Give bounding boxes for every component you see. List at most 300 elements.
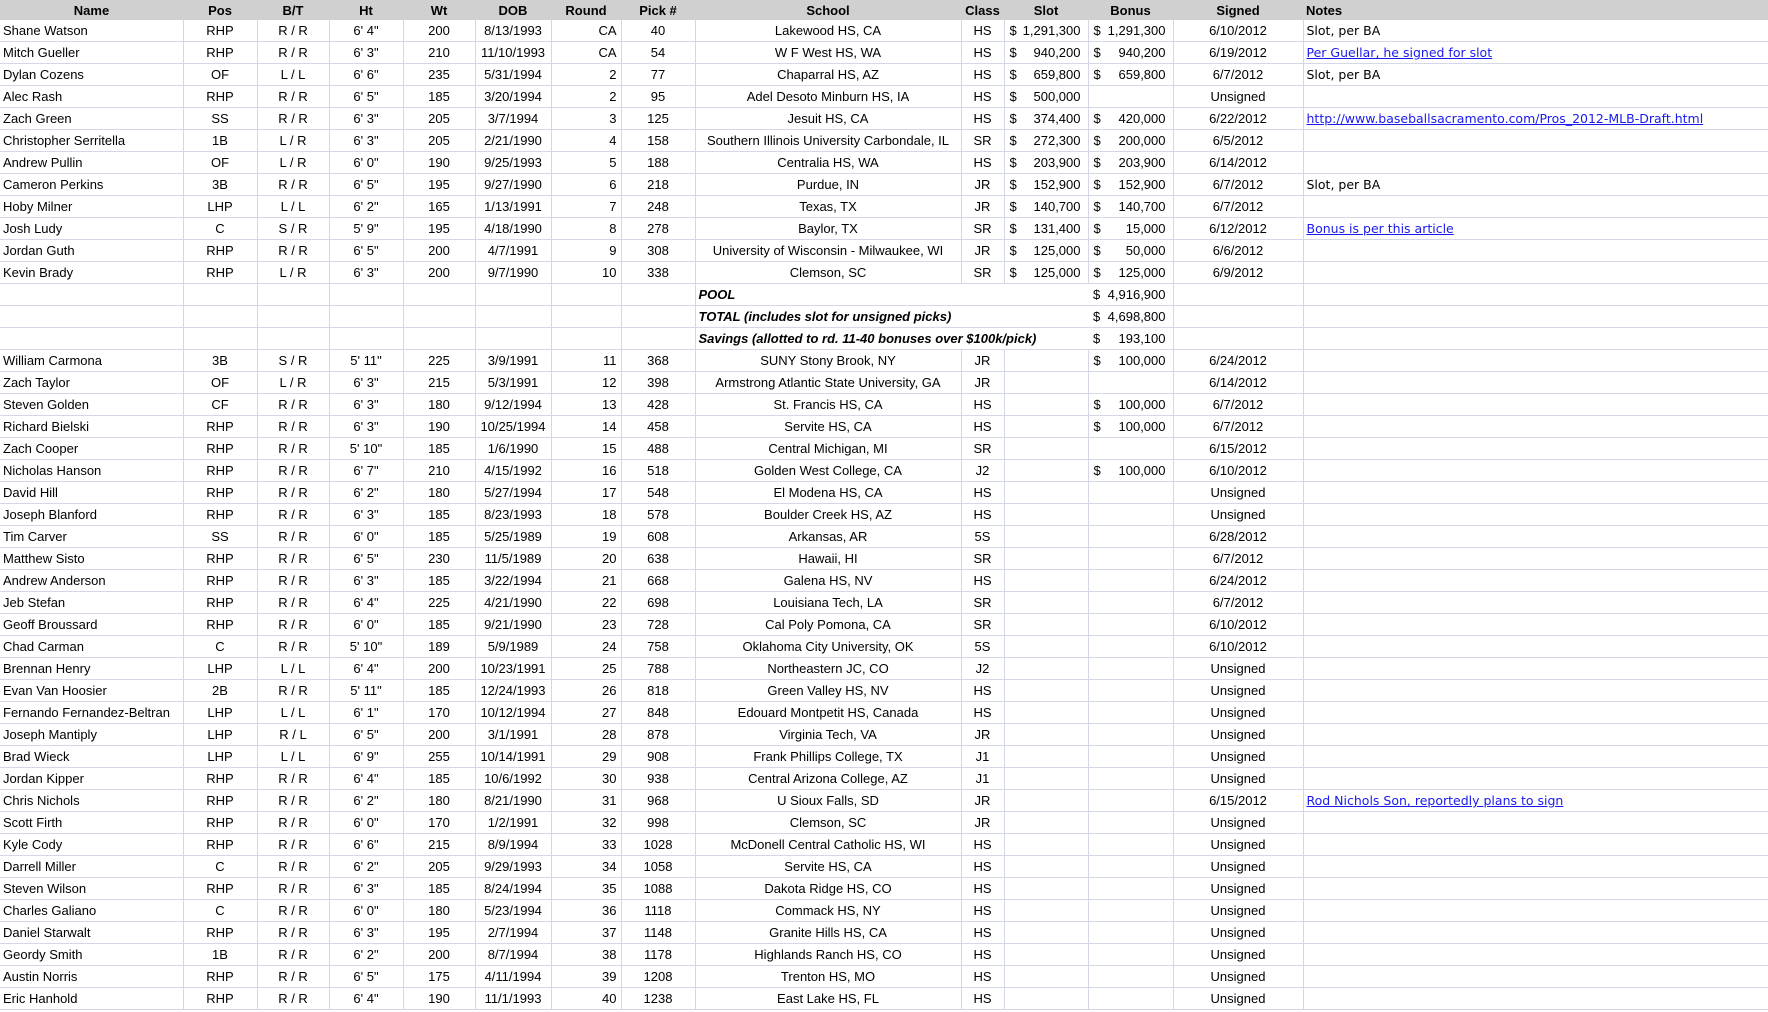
cell-bt[interactable]: R / R (257, 108, 329, 130)
cell-wt[interactable]: 230 (403, 548, 475, 570)
cell-round[interactable]: 30 (551, 768, 621, 790)
cell-name[interactable]: William Carmona (0, 350, 183, 372)
cell-bonus[interactable] (1088, 988, 1173, 1010)
cell-bonus[interactable] (1088, 790, 1173, 812)
cell-slot[interactable] (1004, 614, 1088, 636)
cell-ht[interactable]: 6' 0" (329, 614, 403, 636)
cell-bonus[interactable] (1088, 262, 1173, 284)
cell-signed[interactable]: 6/7/2012 (1173, 548, 1303, 570)
cell-bonus[interactable] (1088, 680, 1173, 702)
cell-pick[interactable]: 1028 (621, 834, 695, 856)
cell-wt[interactable]: 190 (403, 152, 475, 174)
cell-slot[interactable] (1004, 262, 1088, 284)
cell-school[interactable]: Dakota Ridge HS, CO (695, 878, 961, 900)
cell-name[interactable]: Hoby Milner (0, 196, 183, 218)
cell-bonus[interactable] (1088, 504, 1173, 526)
cell-dob[interactable]: 8/21/1990 (475, 790, 551, 812)
cell-pos[interactable]: 3B (183, 174, 257, 196)
cell-pos[interactable]: CF (183, 394, 257, 416)
cell-dob[interactable]: 5/31/1994 (475, 64, 551, 86)
cell-school[interactable]: Galena HS, NV (695, 570, 961, 592)
cell-slot[interactable] (1004, 636, 1088, 658)
cell-class[interactable]: SR (961, 218, 1004, 240)
cell-notes[interactable] (1303, 614, 1768, 636)
cell-class[interactable]: JR (961, 350, 1004, 372)
cell-name[interactable]: Jeb Stefan (0, 592, 183, 614)
cell-ht[interactable]: 6' 0" (329, 900, 403, 922)
cell-bonus[interactable] (1088, 856, 1173, 878)
cell-bt[interactable]: R / R (257, 460, 329, 482)
cell-bonus[interactable] (1088, 350, 1173, 372)
cell-class[interactable]: HS (961, 482, 1004, 504)
cell-notes[interactable] (1303, 42, 1768, 64)
cell-school[interactable]: Hawaii, HI (695, 548, 961, 570)
cell-bonus[interactable] (1088, 768, 1173, 790)
cell-notes[interactable] (1303, 504, 1768, 526)
cell-school[interactable]: Jesuit HS, CA (695, 108, 961, 130)
cell-signed[interactable]: Unsigned (1173, 812, 1303, 834)
cell-bt[interactable]: R / R (257, 856, 329, 878)
cell-ht[interactable]: 6' 0" (329, 152, 403, 174)
cell-ht[interactable]: 6' 3" (329, 42, 403, 64)
cell-class[interactable]: JR (961, 196, 1004, 218)
cell-round[interactable]: 22 (551, 592, 621, 614)
cell-pos[interactable]: LHP (183, 746, 257, 768)
empty-cell[interactable] (475, 306, 551, 328)
cell-bonus[interactable] (1088, 724, 1173, 746)
cell-wt[interactable]: 170 (403, 812, 475, 834)
cell-name[interactable]: David Hill (0, 482, 183, 504)
cell-notes[interactable] (1303, 944, 1768, 966)
cell-notes[interactable] (1303, 20, 1768, 42)
cell-pick[interactable]: 608 (621, 526, 695, 548)
cell-bt[interactable]: R / R (257, 790, 329, 812)
cell-wt[interactable]: 200 (403, 262, 475, 284)
cell-ht[interactable]: 6' 6" (329, 64, 403, 86)
cell-round[interactable]: 24 (551, 636, 621, 658)
cell-bt[interactable]: R / R (257, 240, 329, 262)
cell-pos[interactable]: RHP (183, 482, 257, 504)
header-wt[interactable]: Wt (403, 0, 475, 20)
cell-round[interactable]: 35 (551, 878, 621, 900)
cell-slot[interactable] (1004, 944, 1088, 966)
cell-dob[interactable]: 9/25/1993 (475, 152, 551, 174)
cell-school[interactable]: Clemson, SC (695, 262, 961, 284)
cell-pos[interactable]: RHP (183, 614, 257, 636)
cell-bonus[interactable] (1088, 834, 1173, 856)
cell-signed[interactable]: Unsigned (1173, 988, 1303, 1010)
cell-bt[interactable]: R / R (257, 680, 329, 702)
cell-bt[interactable]: L / L (257, 658, 329, 680)
cell-school[interactable]: Louisiana Tech, LA (695, 592, 961, 614)
cell-pos[interactable]: OF (183, 64, 257, 86)
cell-dob[interactable]: 3/20/1994 (475, 86, 551, 108)
cell-pos[interactable]: C (183, 218, 257, 240)
cell-slot[interactable] (1004, 130, 1088, 152)
cell-signed[interactable]: Unsigned (1173, 922, 1303, 944)
cell-ht[interactable]: 6' 5" (329, 240, 403, 262)
cell-pick[interactable]: 1238 (621, 988, 695, 1010)
cell-class[interactable]: SR (961, 548, 1004, 570)
cell-pos[interactable]: RHP (183, 834, 257, 856)
cell-ht[interactable]: 6' 0" (329, 812, 403, 834)
cell-dob[interactable]: 4/15/1992 (475, 460, 551, 482)
cell-bt[interactable]: R / R (257, 592, 329, 614)
cell-school[interactable]: McDonell Central Catholic HS, WI (695, 834, 961, 856)
cell-school[interactable]: Purdue, IN (695, 174, 961, 196)
cell-wt[interactable]: 165 (403, 196, 475, 218)
cell-dob[interactable]: 8/24/1994 (475, 878, 551, 900)
cell-dob[interactable]: 5/9/1989 (475, 636, 551, 658)
cell-notes[interactable] (1303, 328, 1768, 350)
empty-cell[interactable] (329, 306, 403, 328)
cell-bonus[interactable] (1088, 152, 1173, 174)
cell-school[interactable]: Chaparral HS, AZ (695, 64, 961, 86)
cell-bonus[interactable] (1088, 900, 1173, 922)
header-round[interactable]: Round (551, 0, 621, 20)
cell-bt[interactable]: R / R (257, 20, 329, 42)
cell-notes[interactable] (1303, 306, 1768, 328)
cell-bt[interactable]: R / R (257, 438, 329, 460)
cell-notes[interactable] (1303, 680, 1768, 702)
cell-wt[interactable]: 200 (403, 658, 475, 680)
cell-school[interactable]: W F West HS, WA (695, 42, 961, 64)
cell-signed[interactable]: 6/15/2012 (1173, 790, 1303, 812)
cell-pick[interactable]: 1148 (621, 922, 695, 944)
cell-class[interactable]: J1 (961, 768, 1004, 790)
cell-class[interactable]: HS (961, 394, 1004, 416)
cell-ht[interactable]: 6' 5" (329, 966, 403, 988)
cell-bt[interactable]: R / R (257, 900, 329, 922)
cell-ht[interactable]: 5' 9" (329, 218, 403, 240)
cell-ht[interactable]: 6' 5" (329, 724, 403, 746)
cell-name[interactable]: Austin Norris (0, 966, 183, 988)
cell-round[interactable]: CA (551, 42, 621, 64)
cell-slot[interactable] (1004, 570, 1088, 592)
cell-ht[interactable]: 6' 3" (329, 108, 403, 130)
cell-wt[interactable]: 225 (403, 350, 475, 372)
cell-pos[interactable]: OF (183, 372, 257, 394)
cell-bt[interactable]: R / R (257, 922, 329, 944)
cell-bonus[interactable] (1088, 174, 1173, 196)
cell-school[interactable]: Baylor, TX (695, 218, 961, 240)
cell-pos[interactable]: RHP (183, 988, 257, 1010)
cell-ht[interactable]: 6' 5" (329, 86, 403, 108)
cell-signed[interactable]: 6/10/2012 (1173, 636, 1303, 658)
cell-notes[interactable] (1303, 768, 1768, 790)
cell-dob[interactable]: 9/29/1993 (475, 856, 551, 878)
cell-slot[interactable] (1004, 152, 1088, 174)
cell-name[interactable]: Nicholas Hanson (0, 460, 183, 482)
cell-round[interactable]: 32 (551, 812, 621, 834)
cell-class[interactable]: HS (961, 86, 1004, 108)
cell-round[interactable]: 25 (551, 658, 621, 680)
cell-slot[interactable] (1004, 680, 1088, 702)
cell-slot[interactable] (1004, 746, 1088, 768)
cell-notes[interactable] (1303, 460, 1768, 482)
cell-class[interactable]: HS (961, 42, 1004, 64)
cell-bt[interactable]: R / R (257, 394, 329, 416)
cell-name[interactable]: Brennan Henry (0, 658, 183, 680)
cell-school[interactable]: Virginia Tech, VA (695, 724, 961, 746)
cell-pick[interactable]: 308 (621, 240, 695, 262)
cell-signed[interactable]: 6/15/2012 (1173, 438, 1303, 460)
cell-signed[interactable]: 6/7/2012 (1173, 174, 1303, 196)
cell-class[interactable]: HS (961, 988, 1004, 1010)
cell-name[interactable]: Cameron Perkins (0, 174, 183, 196)
cell-notes[interactable] (1303, 152, 1768, 174)
cell-slot[interactable] (1004, 460, 1088, 482)
cell-bonus[interactable] (1088, 240, 1173, 262)
cell-notes[interactable] (1303, 284, 1768, 306)
cell-name[interactable]: Evan Van Hoosier (0, 680, 183, 702)
cell-bt[interactable]: R / R (257, 482, 329, 504)
cell-school[interactable]: Texas, TX (695, 196, 961, 218)
cell-dob[interactable]: 10/23/1991 (475, 658, 551, 680)
notes-link[interactable]: Per Guellar, he signed for slot (1306, 45, 1493, 60)
cell-ht[interactable]: 6' 9" (329, 746, 403, 768)
cell-bt[interactable]: L / R (257, 372, 329, 394)
cell-round[interactable]: 2 (551, 64, 621, 86)
cell-notes[interactable] (1303, 350, 1768, 372)
cell-bt[interactable]: R / R (257, 988, 329, 1010)
cell-notes[interactable] (1303, 702, 1768, 724)
cell-wt[interactable]: 185 (403, 86, 475, 108)
empty-cell[interactable] (329, 284, 403, 306)
cell-pos[interactable]: SS (183, 526, 257, 548)
cell-ht[interactable]: 6' 2" (329, 482, 403, 504)
cell-name[interactable]: Mitch Gueller (0, 42, 183, 64)
cell-pos[interactable]: SS (183, 108, 257, 130)
header-ht[interactable]: Ht (329, 0, 403, 20)
cell-notes[interactable] (1303, 570, 1768, 592)
cell-bt[interactable]: R / R (257, 768, 329, 790)
cell-bt[interactable]: L / L (257, 702, 329, 724)
cell-ht[interactable]: 6' 3" (329, 394, 403, 416)
empty-cell[interactable] (183, 284, 257, 306)
cell-slot[interactable] (1004, 768, 1088, 790)
cell-signed[interactable]: 6/6/2012 (1173, 240, 1303, 262)
cell-slot[interactable] (1004, 64, 1088, 86)
cell-signed[interactable]: 6/5/2012 (1173, 130, 1303, 152)
cell-notes[interactable] (1303, 196, 1768, 218)
cell-school[interactable]: Green Valley HS, NV (695, 680, 961, 702)
cell-bonus[interactable] (1088, 482, 1173, 504)
cell-slot[interactable] (1004, 900, 1088, 922)
cell-slot[interactable] (1004, 548, 1088, 570)
header-notes[interactable]: Notes (1303, 0, 1768, 20)
cell-pick[interactable]: 668 (621, 570, 695, 592)
cell-class[interactable]: HS (961, 416, 1004, 438)
cell-round[interactable]: 33 (551, 834, 621, 856)
cell-notes[interactable] (1303, 416, 1768, 438)
cell-pos[interactable]: RHP (183, 592, 257, 614)
cell-notes[interactable] (1303, 834, 1768, 856)
cell-school[interactable]: Armstrong Atlantic State University, GA (695, 372, 961, 394)
cell-ht[interactable]: 5' 10" (329, 438, 403, 460)
empty-cell[interactable] (621, 284, 695, 306)
cell-signed[interactable]: 6/22/2012 (1173, 108, 1303, 130)
cell-round[interactable]: 8 (551, 218, 621, 240)
cell-signed[interactable]: Unsigned (1173, 944, 1303, 966)
cell-bonus[interactable] (1088, 658, 1173, 680)
cell-dob[interactable]: 11/1/1993 (475, 988, 551, 1010)
cell-dob[interactable]: 2/21/1990 (475, 130, 551, 152)
cell-slot[interactable] (1004, 812, 1088, 834)
cell-pos[interactable]: RHP (183, 86, 257, 108)
cell-bonus[interactable] (1088, 570, 1173, 592)
cell-notes[interactable] (1303, 812, 1768, 834)
cell-name[interactable]: Zach Taylor (0, 372, 183, 394)
header-class[interactable]: Class (961, 0, 1004, 20)
cell-signed[interactable]: Unsigned (1173, 482, 1303, 504)
cell-pos[interactable]: RHP (183, 570, 257, 592)
cell-pos[interactable]: RHP (183, 878, 257, 900)
cell-wt[interactable]: 185 (403, 878, 475, 900)
cell-pick[interactable]: 95 (621, 86, 695, 108)
cell-round[interactable]: 17 (551, 482, 621, 504)
cell-class[interactable]: J2 (961, 658, 1004, 680)
cell-signed[interactable]: 6/7/2012 (1173, 64, 1303, 86)
cell-class[interactable]: HS (961, 680, 1004, 702)
cell-pick[interactable]: 848 (621, 702, 695, 724)
cell-round[interactable]: 11 (551, 350, 621, 372)
cell-pick[interactable]: 938 (621, 768, 695, 790)
cell-pick[interactable]: 77 (621, 64, 695, 86)
cell-class[interactable]: HS (961, 152, 1004, 174)
cell-bonus[interactable] (1088, 878, 1173, 900)
cell-round[interactable]: 39 (551, 966, 621, 988)
cell-name[interactable]: Zach Cooper (0, 438, 183, 460)
cell-dob[interactable]: 9/12/1994 (475, 394, 551, 416)
cell-ht[interactable]: 6' 4" (329, 592, 403, 614)
cell-slot[interactable] (1004, 988, 1088, 1010)
header-slot[interactable]: Slot (1004, 0, 1088, 20)
cell-pick[interactable]: 218 (621, 174, 695, 196)
cell-ht[interactable]: 6' 3" (329, 130, 403, 152)
cell-ht[interactable]: 6' 3" (329, 570, 403, 592)
cell-school[interactable]: Centralia HS, WA (695, 152, 961, 174)
header-pos[interactable]: Pos (183, 0, 257, 20)
cell-class[interactable]: SR (961, 438, 1004, 460)
empty-cell[interactable] (551, 306, 621, 328)
cell-pick[interactable]: 188 (621, 152, 695, 174)
cell-ht[interactable]: 6' 2" (329, 196, 403, 218)
empty-cell[interactable] (475, 284, 551, 306)
cell-class[interactable]: HS (961, 834, 1004, 856)
cell-notes[interactable] (1303, 988, 1768, 1010)
cell-pick[interactable]: 908 (621, 746, 695, 768)
cell-name[interactable]: Shane Watson (0, 20, 183, 42)
empty-cell[interactable] (257, 284, 329, 306)
cell-dob[interactable]: 9/27/1990 (475, 174, 551, 196)
cell-ht[interactable]: 6' 3" (329, 878, 403, 900)
cell-bt[interactable]: L / L (257, 196, 329, 218)
cell-wt[interactable]: 205 (403, 108, 475, 130)
cell-name[interactable]: Geordy Smith (0, 944, 183, 966)
cell-class[interactable]: HS (961, 64, 1004, 86)
cell-round[interactable]: 10 (551, 262, 621, 284)
header-dob[interactable]: DOB (475, 0, 551, 20)
cell-dob[interactable]: 8/7/1994 (475, 944, 551, 966)
cell-signed[interactable]: 6/9/2012 (1173, 262, 1303, 284)
cell-pos[interactable]: RHP (183, 768, 257, 790)
cell-notes[interactable] (1303, 86, 1768, 108)
cell-wt[interactable]: 185 (403, 768, 475, 790)
cell-pick[interactable]: 158 (621, 130, 695, 152)
cell-bonus[interactable] (1088, 196, 1173, 218)
cell-school[interactable]: El Modena HS, CA (695, 482, 961, 504)
cell-slot[interactable] (1004, 526, 1088, 548)
cell-bonus[interactable] (1088, 526, 1173, 548)
cell-school[interactable]: Central Arizona College, AZ (695, 768, 961, 790)
cell-school[interactable]: Lakewood HS, CA (695, 20, 961, 42)
header-pick[interactable]: Pick # (621, 0, 695, 20)
cell-slot[interactable] (1004, 482, 1088, 504)
cell-class[interactable]: SR (961, 262, 1004, 284)
cell-name[interactable]: Charles Galiano (0, 900, 183, 922)
cell-class[interactable]: 5S (961, 526, 1004, 548)
cell-pos[interactable]: C (183, 900, 257, 922)
empty-cell[interactable] (183, 306, 257, 328)
cell-bt[interactable]: R / R (257, 416, 329, 438)
cell-slot[interactable] (1004, 878, 1088, 900)
cell-class[interactable]: JR (961, 790, 1004, 812)
cell-round[interactable]: 15 (551, 438, 621, 460)
empty-cell[interactable] (257, 328, 329, 350)
cell-ht[interactable]: 5' 11" (329, 350, 403, 372)
cell-class[interactable]: HS (961, 20, 1004, 42)
cell-name[interactable]: Alec Rash (0, 86, 183, 108)
cell-round[interactable]: 38 (551, 944, 621, 966)
cell-pick[interactable]: 398 (621, 372, 695, 394)
cell-wt[interactable]: 175 (403, 966, 475, 988)
cell-slot[interactable] (1004, 592, 1088, 614)
cell-bonus[interactable] (1088, 64, 1173, 86)
cell-pos[interactable]: RHP (183, 262, 257, 284)
cell-school[interactable]: Southern Illinois University Carbondale, IL (695, 130, 961, 152)
cell-wt[interactable]: 215 (403, 834, 475, 856)
cell-notes[interactable] (1303, 658, 1768, 680)
cell-pick[interactable]: 998 (621, 812, 695, 834)
cell-name[interactable]: Joseph Blanford (0, 504, 183, 526)
cell-class[interactable]: JR (961, 724, 1004, 746)
empty-cell[interactable] (0, 306, 183, 328)
empty-cell[interactable] (621, 328, 695, 350)
cell-wt[interactable]: 180 (403, 394, 475, 416)
cell-bonus[interactable] (1088, 438, 1173, 460)
cell-round[interactable]: 26 (551, 680, 621, 702)
cell-bt[interactable]: R / R (257, 570, 329, 592)
cell-school[interactable]: SUNY Stony Brook, NY (695, 350, 961, 372)
cell-slot[interactable] (1004, 504, 1088, 526)
empty-cell[interactable] (329, 328, 403, 350)
cell-dob[interactable]: 8/9/1994 (475, 834, 551, 856)
cell-dob[interactable]: 10/12/1994 (475, 702, 551, 724)
cell-wt[interactable]: 235 (403, 64, 475, 86)
cell-pick[interactable]: 1118 (621, 900, 695, 922)
cell-pos[interactable]: RHP (183, 504, 257, 526)
cell-notes[interactable] (1303, 526, 1768, 548)
cell-dob[interactable]: 3/1/1991 (475, 724, 551, 746)
cell-bonus[interactable] (1088, 746, 1173, 768)
cell-name[interactable]: Geoff Broussard (0, 614, 183, 636)
cell-dob[interactable]: 3/9/1991 (475, 350, 551, 372)
cell-pos[interactable]: RHP (183, 20, 257, 42)
cell-dob[interactable]: 3/7/1994 (475, 108, 551, 130)
cell-wt[interactable]: 170 (403, 702, 475, 724)
cell-slot[interactable] (1004, 196, 1088, 218)
